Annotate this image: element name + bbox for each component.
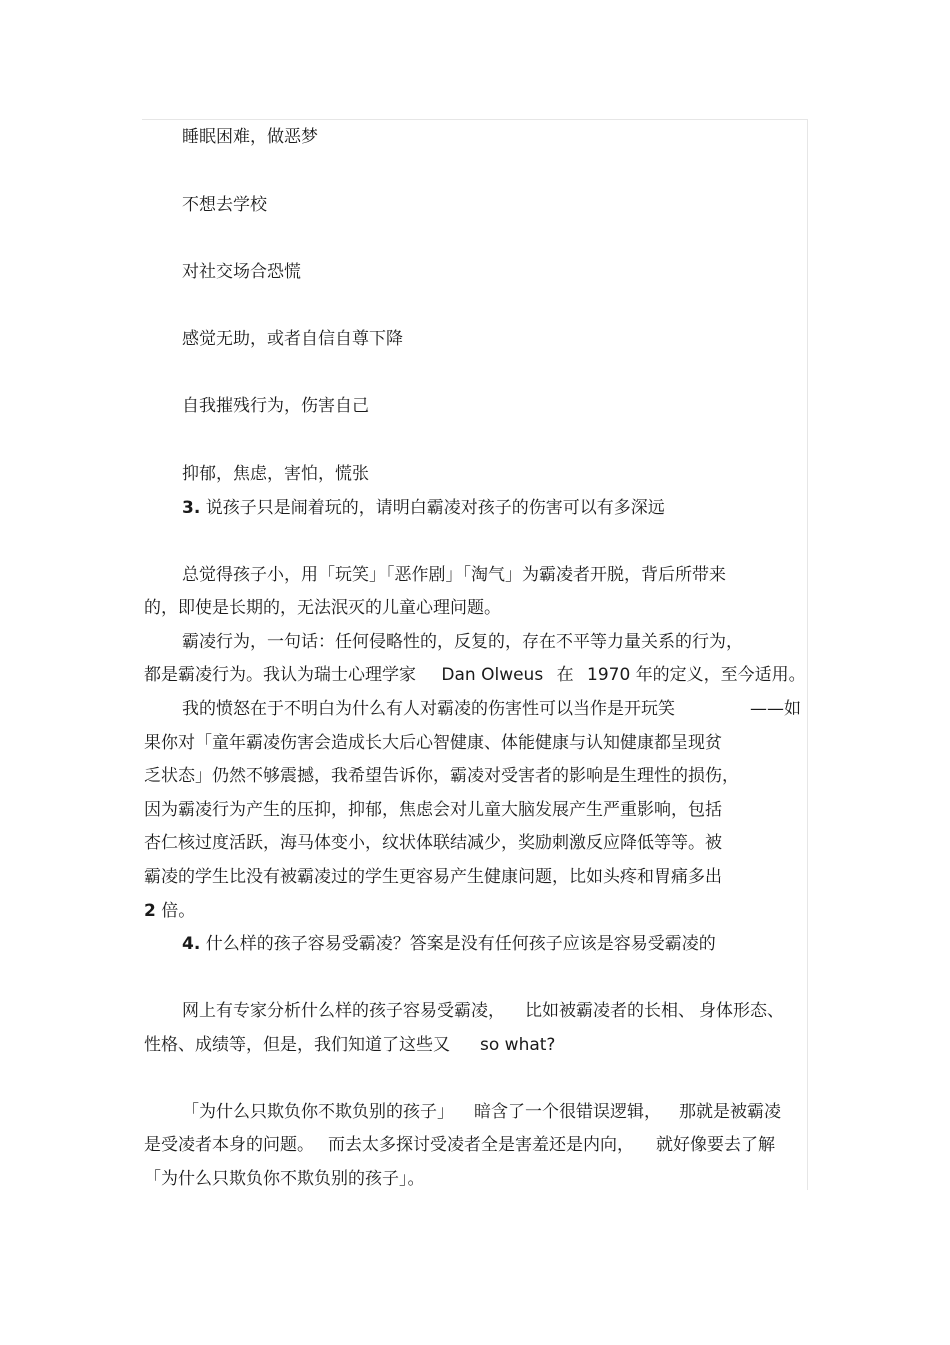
paragraph-line: ——如: [750, 699, 801, 719]
text-run: Dan Olweus: [441, 665, 544, 685]
text-run: 都是霸凌行为。我认为瑞士心理学家: [144, 665, 416, 685]
paragraph-line: 的，即使是长期的，无法泯灭的儿童心理问题。: [144, 598, 501, 618]
symptom-item: 对社交场合恐慌: [182, 262, 301, 282]
section-number: 4.: [182, 934, 201, 954]
text-run: 暗含了一个很错误逻辑，: [474, 1102, 661, 1122]
section-4-heading: [182, 934, 716, 954]
paragraph-line: 霸凌的学生比没有被霸凌过的学生更容易产生健康问题，比如头疼和胃痛多出: [144, 867, 722, 887]
paragraph-line: 「为什么只欺负你不欺负别的孩子」。: [144, 1169, 425, 1189]
paragraph-line: [144, 1135, 775, 1155]
paragraph-line: 总觉得孩子小，用「玩笑」「恶作剧」「淘气」为霸凌者开脱，背后所带来: [182, 565, 726, 585]
text-run: 是受凌者本身的问题。: [144, 1135, 314, 1155]
paragraph-line: 因为霸凌行为产生的压抑，抑郁，焦虑会对儿童大脑发展产生严重影响，包括: [144, 800, 722, 820]
text-run: 那就是被霸凌: [679, 1102, 781, 1122]
paragraph-line: [144, 665, 806, 685]
symptom-item: 不想去学校: [182, 195, 267, 215]
text-run: 倍。: [161, 901, 196, 921]
section-number: 3.: [182, 498, 201, 518]
section-title: 说孩子只是闹着玩的，请明白霸凌对孩子的伤害可以有多深远: [205, 498, 665, 518]
paragraph-line: [182, 1102, 781, 1122]
text-run: 就好像要去了解: [656, 1135, 775, 1155]
paragraph-line: 杏仁核过度活跃，海马体变小，纹状体联结减少，奖励刺激反应降低等等。被: [144, 833, 722, 853]
text-run: 身体形态、: [699, 1001, 784, 1021]
text-run: 2: [144, 901, 156, 921]
section-title: 什么样的孩子容易受霸凌？答案是没有任何孩子应该是容易受霸凌的: [205, 934, 716, 954]
text-run: 而去太多探讨受凌者全是害羞还是内向，: [328, 1135, 634, 1155]
text-run: 「为什么只欺负你不欺负别的孩子」: [182, 1102, 454, 1122]
paragraph-line: 果你对「童年霸凌伤害会造成长大后心智健康、体能健康与认知健康都呈现贫: [144, 733, 722, 753]
section-3-heading: [182, 498, 665, 518]
paragraph-line: [182, 699, 675, 719]
text-run: so what?: [480, 1035, 556, 1055]
symptom-item: 感觉无助，或者自信自尊下降: [182, 329, 403, 349]
text-run: 我的愤怒在于不明白为什么有人对霸凌的伤害性可以当作是开玩笑: [182, 699, 675, 719]
symptom-item: 自我摧残行为，伤害自己: [182, 396, 369, 416]
symptom-item: 睡眠困难，做恶梦: [182, 127, 318, 147]
paragraph-line: [144, 901, 195, 921]
paragraph-line: [144, 1035, 555, 1055]
paragraph-line: 乏状态」仍然不够震撼，我希望告诉你，霸凌对受害者的影响是生理性的损伤，: [144, 766, 739, 786]
symptom-item: 抑郁，焦虑，害怕，慌张: [182, 464, 369, 484]
text-run: 网上有专家分析什么样的孩子容易受霸凌，: [182, 1001, 505, 1021]
paragraph-line: 霸凌行为，一句话：任何侵略性的，反复的，存在不平等力量关系的行为，: [182, 632, 743, 652]
text-run: 年的定义，至今适用。: [635, 665, 806, 685]
text-run: 在: [556, 665, 574, 685]
text-run: 1970: [587, 665, 631, 685]
text-run: 比如被霸凌者的长相、: [525, 1001, 695, 1021]
paragraph-line: [182, 1001, 784, 1021]
text-run: 性格、成绩等，但是，我们知道了这些又: [144, 1035, 450, 1055]
